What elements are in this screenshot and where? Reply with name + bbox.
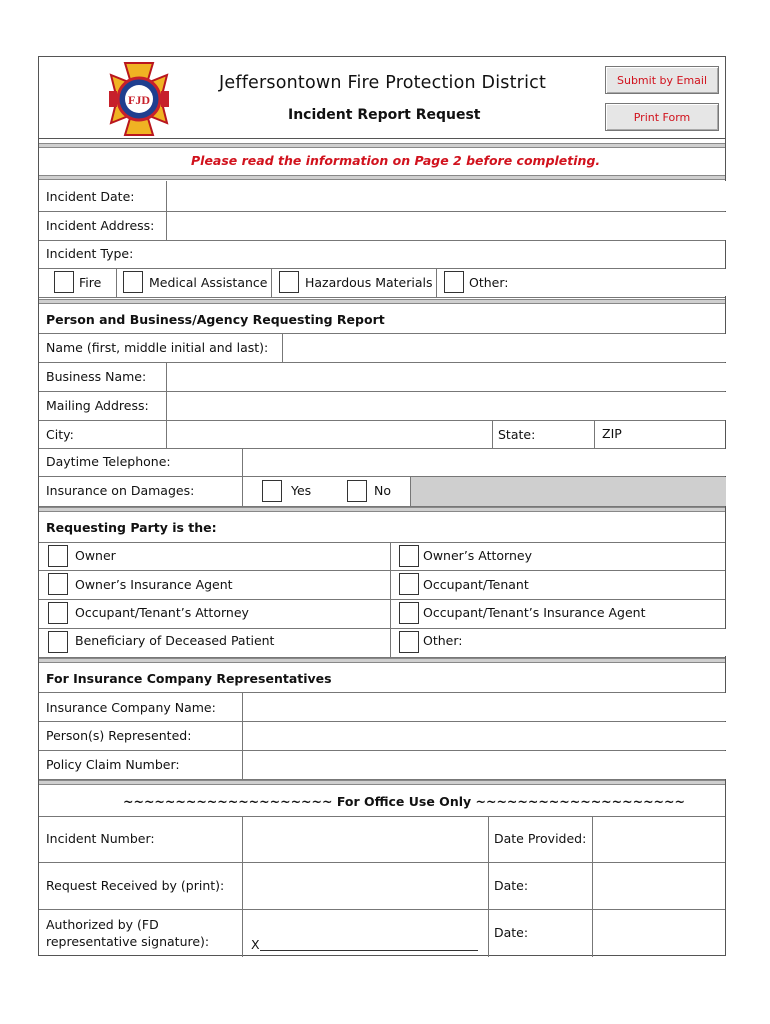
office-use-title: ~~~~~~~~~~~~~~~~~~~~ For Office Use Only ~~~~~~~~~~~~~~~~~~~~ — [123, 794, 685, 809]
owners-attorney-label: Owner’s Attorney — [423, 548, 532, 563]
beneficiary-checkbox[interactable] — [48, 631, 68, 653]
zip-label: ZIP — [602, 426, 622, 441]
incident-address-input[interactable] — [167, 212, 726, 240]
owners-insurance-agent-label: Owner’s Insurance Agent — [75, 577, 233, 592]
authorized-by-label-line2: representative signature): — [46, 934, 210, 949]
submit-by-email-button[interactable]: Submit by Email — [605, 66, 719, 94]
owner-checkbox[interactable] — [48, 545, 68, 567]
insurance-company-name-input[interactable] — [243, 693, 726, 721]
org-title: Jeffersontown Fire Protection District — [219, 73, 547, 93]
other-type-checkbox[interactable] — [444, 271, 464, 293]
occupant-tenants-insurance-agent-label: Occupant/Tenant’s Insurance Agent — [423, 605, 646, 620]
name-input[interactable] — [283, 334, 726, 362]
persons-represented-input[interactable] — [243, 722, 726, 750]
occupant-tenant-label: Occupant/Tenant — [423, 577, 529, 592]
insurance-yes-checkbox[interactable] — [262, 480, 282, 502]
persons-represented-label: Person(s) Represented: — [46, 728, 192, 743]
policy-claim-number-input[interactable] — [243, 751, 726, 779]
received-date-label: Date: — [494, 878, 529, 893]
requester-section-title: Person and Business/Agency Requesting Report — [46, 312, 385, 327]
mailing-address-input[interactable] — [167, 392, 726, 420]
signature-x: X — [251, 937, 260, 952]
insurance-yes-label: Yes — [291, 483, 312, 498]
insurance-section-title: For Insurance Company Representatives — [46, 671, 332, 686]
other-party-label: Other: — [423, 633, 463, 648]
policy-claim-number-label: Policy Claim Number: — [46, 757, 180, 772]
signature-line[interactable] — [260, 950, 478, 951]
form-title: Incident Report Request — [288, 107, 481, 123]
authorized-date-label: Date: — [494, 925, 529, 940]
incident-date-label: Incident Date: — [46, 189, 135, 204]
occupant-tenants-attorney-checkbox[interactable] — [48, 602, 68, 624]
request-received-by-label: Request Received by (print): — [46, 878, 225, 893]
other-party-input[interactable] — [469, 629, 726, 656]
medical-assistance-checkbox[interactable] — [123, 271, 143, 293]
incident-type-label: Incident Type: — [46, 246, 134, 261]
city-input[interactable] — [167, 421, 492, 448]
city-label: City: — [46, 427, 74, 442]
daytime-telephone-input[interactable] — [243, 449, 726, 476]
requesting-party-title: Requesting Party is the: — [46, 520, 217, 535]
hazardous-materials-checkbox[interactable] — [279, 271, 299, 293]
authorized-by-label-line1: Authorized by (FD — [46, 917, 159, 932]
insurance-on-damages-label: Insurance on Damages: — [46, 483, 195, 498]
name-label: Name (first, middle initial and last): — [46, 340, 269, 355]
other-type-label: Other: — [469, 275, 509, 290]
fire-checkbox[interactable] — [54, 271, 74, 293]
incident-date-input[interactable] — [167, 181, 726, 211]
business-name-label: Business Name: — [46, 369, 147, 384]
business-name-input[interactable] — [167, 363, 726, 391]
occupant-tenant-checkbox[interactable] — [399, 573, 419, 595]
medical-assistance-label: Medical Assistance — [149, 275, 268, 290]
owners-attorney-checkbox[interactable] — [399, 545, 419, 567]
fire-label: Fire — [79, 275, 102, 290]
incident-number-label: Incident Number: — [46, 831, 155, 846]
beneficiary-label: Beneficiary of Deceased Patient — [75, 633, 275, 648]
hazardous-materials-label: Hazardous Materials — [305, 275, 433, 290]
insurance-no-checkbox[interactable] — [347, 480, 367, 502]
maltese-cross-icon — [99, 61, 179, 137]
date-provided-label: Date Provided: — [494, 831, 587, 846]
fd-logo — [99, 61, 179, 137]
notice-text: Please read the information on Page 2 before completing. — [191, 153, 601, 168]
insurance-no-label: No — [374, 483, 391, 498]
other-party-checkbox[interactable] — [399, 631, 419, 653]
shaded-area — [410, 477, 726, 506]
incident-address-label: Incident Address: — [46, 218, 155, 233]
state-label: State: — [498, 427, 536, 442]
other-type-input[interactable] — [517, 269, 726, 296]
print-form-button[interactable]: Print Form — [605, 103, 719, 131]
owner-label: Owner — [75, 548, 116, 563]
svg-text:FJD: FJD — [128, 93, 150, 107]
occupant-tenants-insurance-agent-checkbox[interactable] — [399, 602, 419, 624]
insurance-company-name-label: Insurance Company Name: — [46, 700, 216, 715]
mailing-address-label: Mailing Address: — [46, 398, 149, 413]
daytime-telephone-label: Daytime Telephone: — [46, 454, 171, 469]
owners-insurance-agent-checkbox[interactable] — [48, 573, 68, 595]
form-page — [38, 56, 726, 956]
occupant-tenants-attorney-label: Occupant/Tenant’s Attorney — [75, 605, 249, 620]
